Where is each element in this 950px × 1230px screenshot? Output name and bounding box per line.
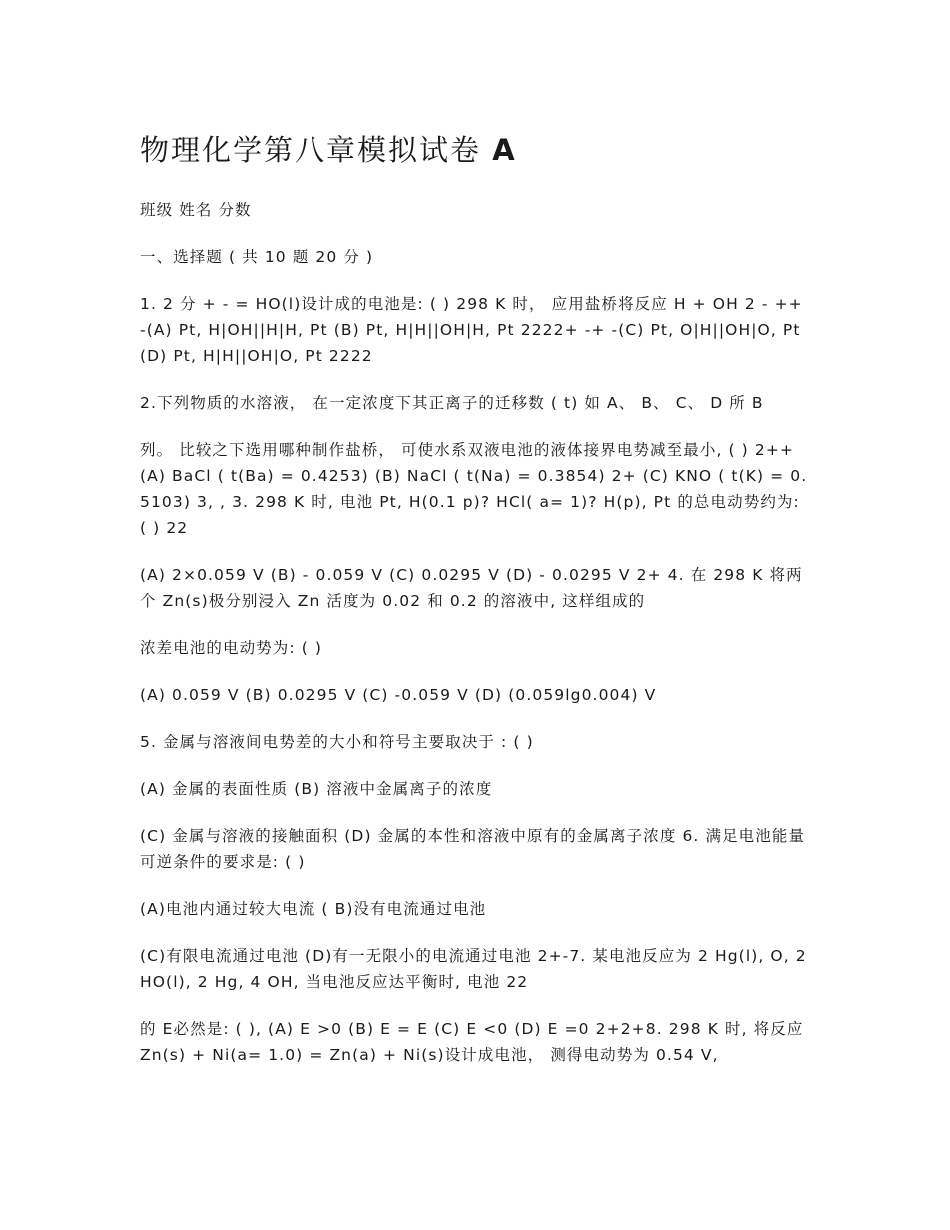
question-6-7: (C)有限电流通过电池 (D)有一无限小的电流通过电池 2+-7. 某电池反应为 2 Hg(l), O, 2 HO(l), 2 Hg, 4 OH, 当电池反应达平衡时, 电池 22 bbox=[140, 947, 807, 991]
title-text: 物理化学第八章模拟试卷 bbox=[140, 133, 482, 167]
question-5-options-ab: (A) 金属的表面性质 (B) 溶液中金属离子的浓度 bbox=[140, 780, 493, 798]
question-6-options-ab: (A)电池内通过较大电流 ( B)没有电流通过电池 bbox=[140, 900, 487, 918]
section-heading: 一、选择题 ( 共 10 题 20 分 ) bbox=[140, 248, 374, 266]
question-1: 1. 2 分 + - = HO(l)设计成的电池是: ( ) 298 K 时， 应用盐桥将反应 H + OH 2 - ++ -(A) Pt, H|OH||H|H, Pt (B) Pt, H|H||OH|H, Pt 2222+ -+ -(C) Pt, O|H||OH|O, Pt (D) Pt, H|H||OH|O, Pt 2222 bbox=[140, 295, 803, 365]
question-3-4: (A) 2×0.059 V (B) - 0.059 V (C) 0.0295 V (D) - 0.0295 V 2+ 4. 在 298 K 将两个 Zn(s)极分别浸入 Zn 活度为 0.02 和 0.2 的溶液中, 这样组成的 bbox=[140, 566, 803, 610]
question-4-cont: 浓差电池的电动势为: ( ) bbox=[140, 639, 323, 657]
document-page bbox=[140, 128, 810, 1089]
question-7-8: 的 E必然是: ( ), (A) E >0 (B) E = E (C) E <0 (D) E =0 2+2+8. 298 K 时, 将反应 Zn(s) + Ni(a= 1.0) = Zn(a) + Ni(s)设计成电池， 测得电动势为 0.54 V, bbox=[140, 1020, 804, 1064]
header-info: 班级 姓名 分数 bbox=[140, 201, 252, 219]
question-2-3: 列。 比较之下选用哪种制作盐桥， 可使水系双液电池的液体接界电势减至最小, ( ) 2++ (A) BaCl ( t(Ba) = 0.4253) (B) NaCl ( t(Na) = 0.3854) 2+ (C) KNO ( t(K) = 0.5103) 3, , 3. 298 K 时, 电池 Pt, H(0.1 p)? HCl( a= 1)? H(p), Pt 的总电动势约为: ( ) 22 bbox=[140, 441, 808, 537]
question-2: 2.下列物质的水溶液， 在一定浓度下其正离子的迁移数 ( t) 如 A、 B、 C、 D 所 B bbox=[140, 394, 764, 412]
question-5-6: (C) 金属与溶液的接触面积 (D) 金属的本性和溶液中原有的金属离子浓度 6. 满足电池能量可逆条件的要求是: ( ) bbox=[140, 827, 806, 871]
title-letter: A bbox=[492, 133, 517, 167]
page-title bbox=[140, 128, 810, 169]
question-4-options: (A) 0.059 V (B) 0.0295 V (C) -0.059 V (D) (0.059lg0.004) V bbox=[140, 686, 657, 704]
question-5: 5. 金属与溶液间电势差的大小和符号主要取决于 : ( ) bbox=[140, 733, 534, 751]
